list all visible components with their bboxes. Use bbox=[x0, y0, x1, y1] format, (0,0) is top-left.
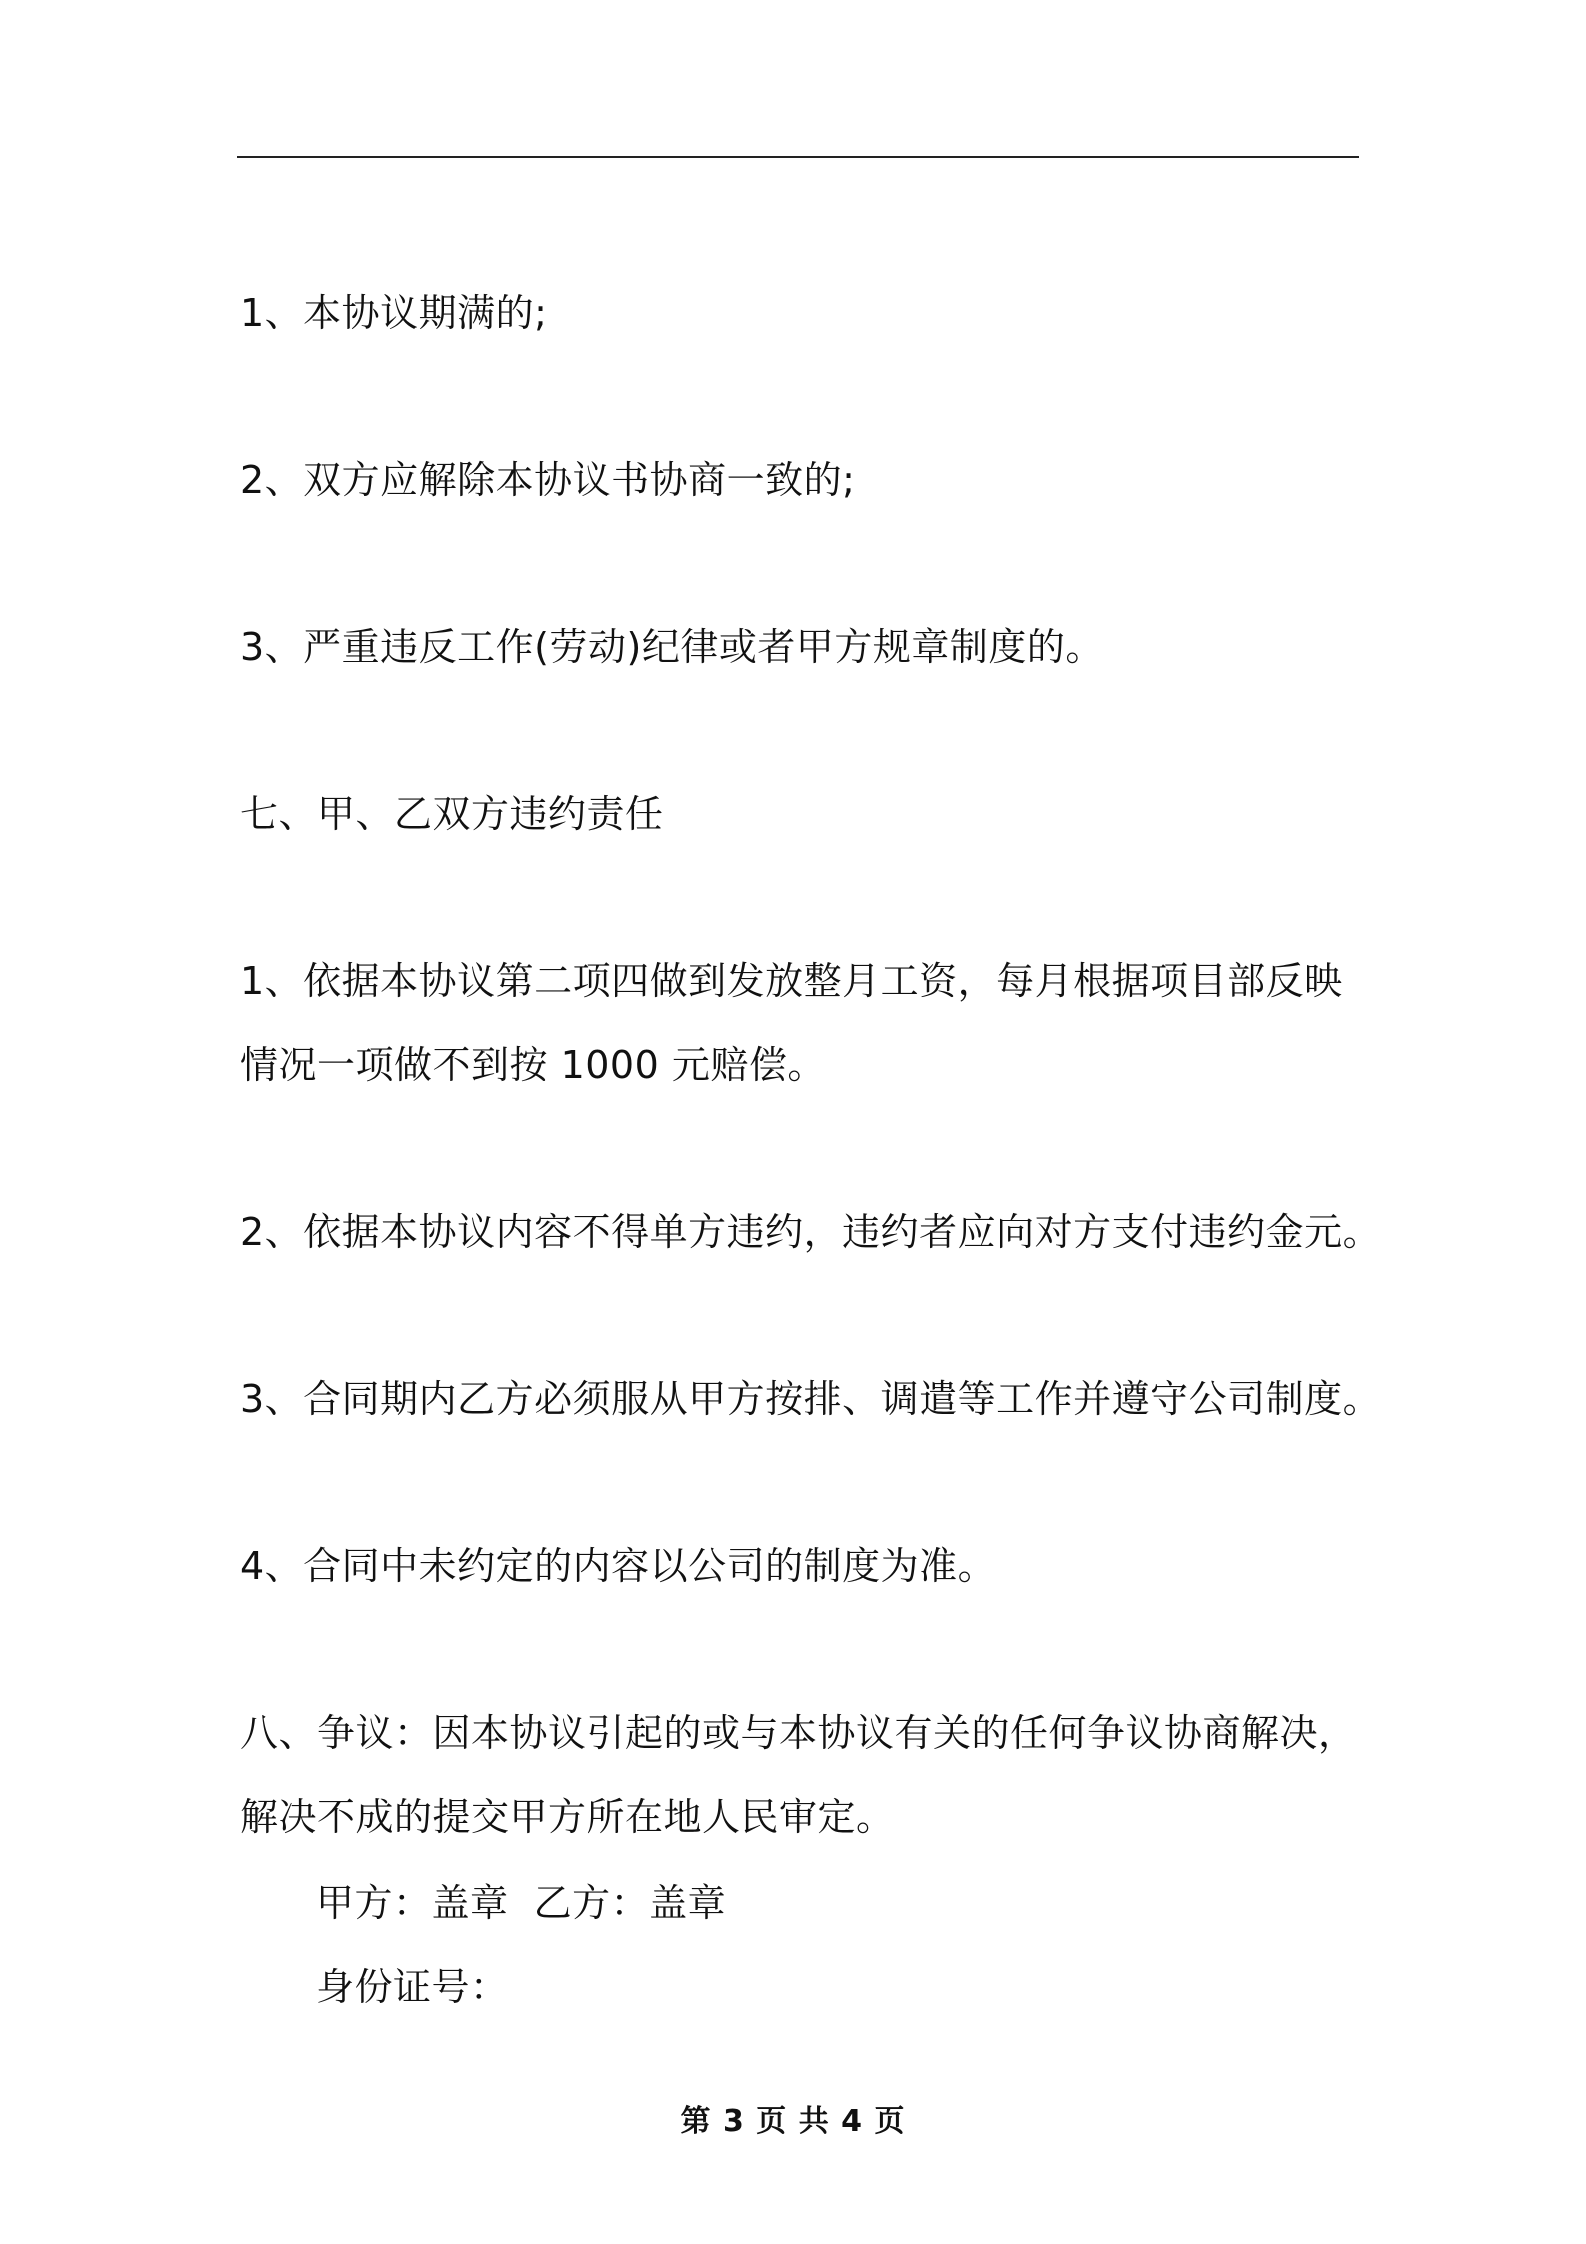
clause-termination-1: 1、本协议期满的; bbox=[240, 291, 548, 335]
page-indicator: 第 3 页 共 4 页 bbox=[680, 2104, 906, 2139]
id-number-label: 身份证号： bbox=[316, 1965, 509, 2009]
clause-breach-2: 2、依据本协议内容不得单方违约，违约者应向对方支付违约金元。 bbox=[240, 1210, 1382, 1254]
clause-termination-2: 2、双方应解除本协议书协商一致的; bbox=[240, 458, 856, 502]
clause-breach-1: 1、依据本协议第二项四做到发放整月工资，每月根据项目部反映情况一项做不到按 1000 元赔偿。 bbox=[240, 959, 1343, 1087]
section-heading-breach-liability: 七、甲、乙双方违约责任 bbox=[240, 792, 664, 836]
clause-breach-3: 3、合同期内乙方必须服从甲方按排、调遣等工作并遵守公司制度。 bbox=[240, 1377, 1382, 1421]
signature-line: 甲方：盖章 乙方：盖章 bbox=[316, 1881, 727, 1925]
clause-dispute: 八、争议：因本协议引起的或与本协议有关的任何争议协商解决，解决不成的提交甲方所在地人民审定。 bbox=[240, 1711, 1357, 1839]
clause-breach-4: 4、合同中未约定的内容以公司的制度为准。 bbox=[240, 1544, 997, 1588]
clause-termination-3: 3、严重违反工作(劳动)纪律或者甲方规章制度的。 bbox=[240, 625, 1104, 669]
header-rule bbox=[237, 156, 1359, 158]
